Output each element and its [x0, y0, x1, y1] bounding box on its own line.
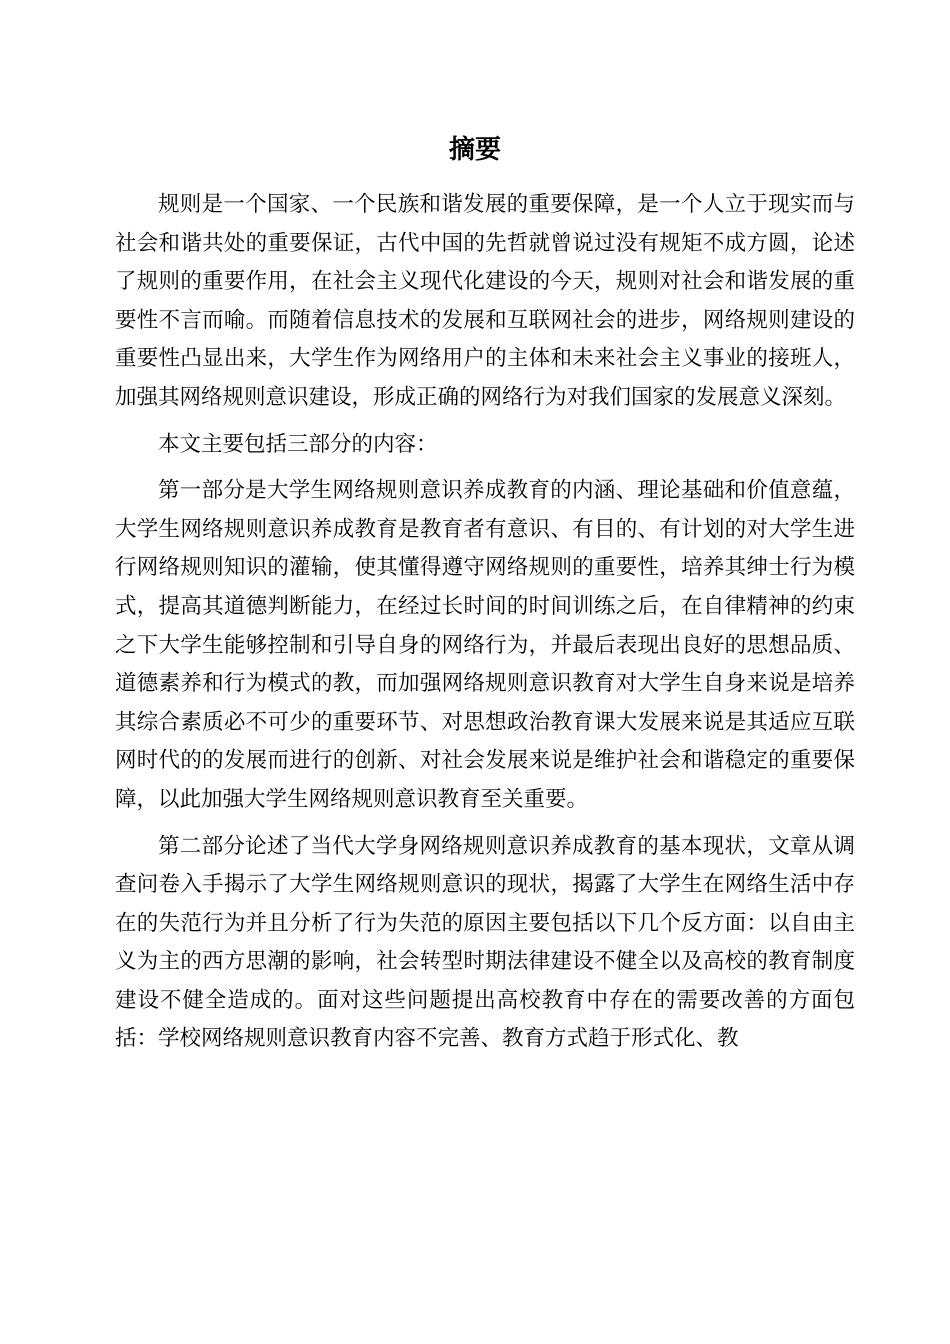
paragraph-part-two: 第二部分论述了当代大学身网络规则意识养成教育的基本现状，文章从调查问卷入手揭示了大学生网络规则意识的现状，揭露了大学生在网络生活中存在的失范行为并且分析了行为失范的原因主要包括以下几个反方面：以自由主义为主的西方思潮的影响，社会转型时期法律建设不健全以及高校的教育制度建设不健全造成的。面对这些问题提出高校教育中存在的需要改善的方面包括：学校网络规则意识教育内容不完善、教育方式趋于形式化、教 [115, 833, 855, 1052]
paragraph-intro: 规则是一个国家、一个民族和谐发展的重要保障，是一个人立于现实而与社会和谐共处的重要保证，古代中国的先哲就曾说过没有规矩不成方圆，论述了规则的重要作用，在社会主义现代化建设的今天，规则对社会和谐发展的重要性不言而喻。而随着信息技术的发展和互联网社会的进步，网络规则建设的重要性凸显出来，大学生作为网络用户的主体和未来社会主义事业的接班人，加强其网络规则意识建设，形成正确的网络行为对我们国家的发展意义深刻。 [115, 192, 855, 410]
abstract-body [115, 186, 855, 1067]
paragraph-part-one: 第一部分是大学生网络规则意识养成教育的内涵、理论基础和价值意蕴，大学生网络规则意识养成教育是教育者有意识、有目的、有计划的对大学生进行网络规则知识的灌输，使其懂得遵守网络规则的重要性，培养其绅士行为模式，提高其道德判断能力，在经过长时间的时间训练之后，在自律精神的约束之下大学生能够控制和引导自身的网络行为，并最后表现出良好的思想品质、道德素养和行为模式的教，而加强网络规则意识教育对大学生自身来说是培养其综合素质必不可少的重要环节、对思想政治教育课大发展来说是其适应互联网时代的的发展而进行的创新、对社会发展来说是维护社会和谐稳定的重要保障，以此加强大学生网络规则意识教育至关重要。 [115, 478, 855, 812]
abstract-title: 摘要 [448, 135, 501, 165]
paragraph-outline: 本文主要包括三部分的内容： [158, 431, 438, 457]
